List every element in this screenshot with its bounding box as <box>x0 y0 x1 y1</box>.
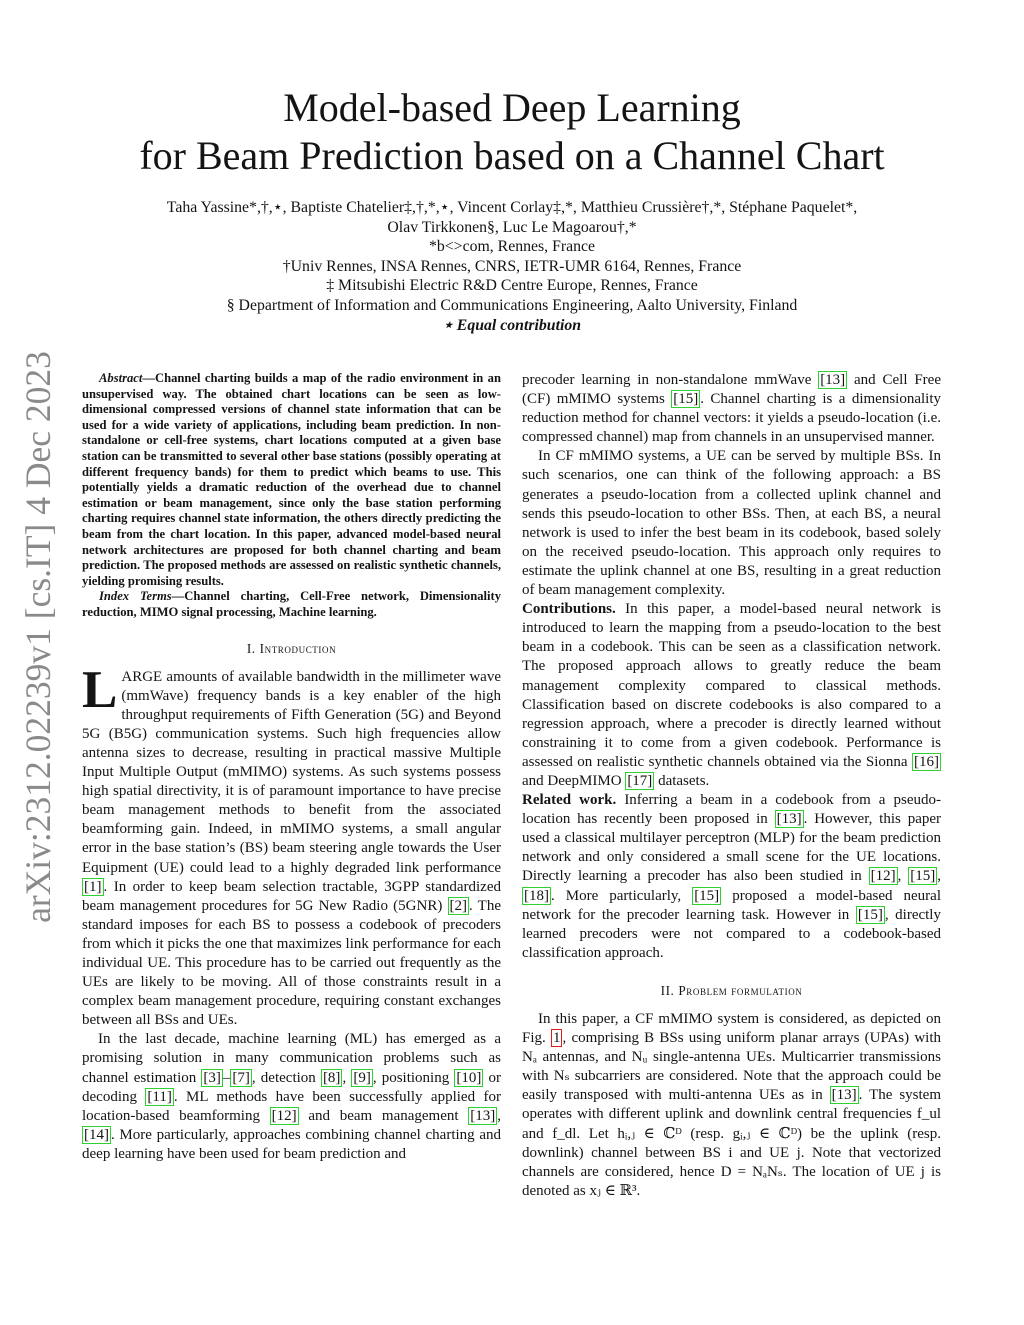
drop-cap: L <box>82 660 118 719</box>
citation-link[interactable]: [15] <box>910 868 936 885</box>
affiliation-mitsubishi: ‡ Mitsubishi Electric R&D Centre Europe, Rennes, France <box>326 277 698 295</box>
right-column <box>522 371 941 1201</box>
abstract <box>82 371 501 589</box>
intro-paragraph-1: LARGE amounts of available bandwidth in the millimeter wave (mmWave) frequency bands is a key enabler of the high throughput requirements of Fifth Generation (5G) and Beyond 5G (B5G) communication systems. Such high frequencies allow antenna sizes to decrease, resulting in practical massive Multiple Input Multiple Output (mMIMO) systems. As such systems possess high spatial directivity, it is of paramount importance to have precise beam management methods to benefit from the associated beamforming gain. Indeed, in mMIMO systems, a small angular error in the base station’s (BS) beam steering angle towards the User Equipment (UE) could lead to a highly degraded link performance [1] . In order to keep beam selection tractable, 3GPP standardized beam management procedures for 5G New Radio (5GNR) [2] . The standard imposes for each BS to possess a codebook of precoders from which it picks the one that maximizes link performance for each individual UE. This procedure has to be carried out frequently as the UEs are likely to be moving. All of those constraints result in a complex beam management procedure, requiring constant exchanges between all BSs and UEs. <box>82 660 501 1029</box>
citation-link[interactable]: [1] <box>84 878 102 895</box>
arxiv-stamp: arXiv:2312.02239v1 [cs.IT] 4 Dec 2023 <box>18 351 58 923</box>
citation-link[interactable]: [11] <box>147 1088 172 1105</box>
citation-link[interactable]: [15] <box>694 887 720 904</box>
citation-link[interactable]: [9] <box>353 1069 371 1086</box>
index-terms-label: Index Terms <box>99 589 172 604</box>
abstract-text: —Channel charting builds a map of the radio environment in an unsupervised way. The obtained chart locations can be seen as low-dimensional compressed versions of channel state information that can be used for a wide variety of applications, including beam prediction. In non-standalone or cell-free systems, chart locations computed at a given base station can be transmitted to several other base stations (possibly operating at different frequency bands) for them to predict which beams to use. This potentially yields a dramatic reduction of the overhead due to channel estimation or beam management, since only the base station performing charting requires channel state information, the others directly predicting the beam from the chart location. In this paper, advanced model-based neural network architectures are proposed for both channel charting and beam prediction. The proposed methods are assessed on realistic synthetic channels, yielding promising results. <box>82 371 501 588</box>
index-terms <box>82 589 501 620</box>
citation-link[interactable]: [3] <box>203 1069 221 1086</box>
related-work-label: Related work. <box>522 792 617 809</box>
citation-link[interactable]: [15] <box>857 906 883 923</box>
index-terms-text: —Channel charting, Cell-Free network, Dimensionality reduction, MIMO signal processing, Machine learning. <box>82 589 501 619</box>
affiliation-insa: †Univ Rennes, INSA Rennes, CNRS, IETR-UMR 6164, Rennes, France <box>282 257 742 275</box>
citation-link[interactable]: [2] <box>449 897 467 914</box>
citation-link[interactable]: [7] <box>232 1069 250 1086</box>
left-column <box>82 371 501 1164</box>
right-paragraph-1: precoder learning in non-standalone mmWave [13] and Cell Free (CF) mMIMO systems [15] . Channel charting is a dimensionality reduction method for channel vectors: it yields a pseudo-location (i.e. compressed channel) map from channels in an unsupervised manner. <box>522 372 941 446</box>
citation-link[interactable]: [8] <box>322 1069 341 1086</box>
citation-link[interactable]: [12] <box>271 1107 297 1124</box>
citation-link[interactable]: [15] <box>673 391 699 408</box>
section-heading-introduction: I. Introduction <box>246 640 337 656</box>
contributions-label: Contributions. <box>522 601 616 618</box>
problem-formulation-paragraph: In this paper, a CF mMIMO system is considered, as depicted on Fig. 1 , comprising B BSs using uniform planar arrays (UPAs) with Nₐ antennas, and Nᵤ single-antenna UEs. Multicarrier transmissions with Nₛ subcarriers are considered. Note that the approach could be easily transposed with multi-antenna UEs as in [13] . The system operates with different uplink and downlink central frequencies f_ul and f_dl. Let hᵢ,ⱼ ∈ ℂᴰ (resp. gᵢ,ⱼ ∈ ℂᴰ) be the uplink (resp. downlink) channel between BS i and UE j. Note that vectorized channels are considered, hence D = NₐNₛ. The location of UE j is denoted as xⱼ ∈ ℝ³. <box>522 1011 942 1199</box>
related-work-paragraph: Related work. Inferring a beam in a codebook from a pseudo-location has recently been proposed in [13] . However, this paper used a classical multilayer perceptron (MLP) for the beam prediction network and only considered a small scene for the UE locations. Directly learning a precoder has also been studied in [12] , [15] , [18] . More particularly, [15] proposed a model-based neural network for the precoder learning task. However in [15] , directly learned precoders were not compared to a codebook-based classification approach. <box>522 792 942 961</box>
affiliation-aalto: § Department of Information and Communications Engineering, Aalto University, Finland <box>226 296 798 314</box>
title-line-1: Model-based Deep Learning <box>283 85 741 130</box>
abstract-label: Abstract <box>99 371 143 385</box>
authors-line-2: Olav Tirkkonen§, Luc Le Magoarou†,* <box>387 218 637 236</box>
citation-link[interactable]: [12] <box>870 868 896 885</box>
equal-contribution-note: ⋆ Equal contribution <box>442 316 582 334</box>
contributions-paragraph: Contributions. In this paper, a model-based neural network is introduced to learn the mapping from a pseudo-location to the best beam in a codebook. This can be seen as a classification network. The proposed approach allows to greatly reduce the beam management complexity compared to classical methods. Classification based on discrete codebooks is also compared to a regression approach, where a precoder is directly learned without constraining it to come from a given codebook. Performance is assessed on realistic synthetic channels obtained via the Sionna [16] and DeepMIMO [17] datasets. <box>522 601 941 789</box>
affiliation-bcom: *b<>com, Rennes, France <box>428 238 596 256</box>
section-heading-problem-formulation: II. Problem formulation <box>660 982 803 998</box>
authors-line-1: Taha Yassine*,†,⋆, Baptiste Chatelier‡,†,*,⋆, Vincent Corlay‡,*, Matthieu Crussière†,*, Stéphane Paquelet*, <box>166 199 858 216</box>
right-paragraph-2: In CF mMIMO systems, a UE can be served by multiple BSs. In such scenarios, one can think of the following approach: a BS generates a pseudo-location from a collected uplink channel and sends this pseudo-location to other BSs. Then, at each BS, a neural network is used to infer the best beam in its codebook, based solely on the received pseudo-location. This approach only requires to estimate the uplink channel at one BS, resulting in a great reduction of beam management complexity. <box>522 448 941 599</box>
citation-link[interactable]: [13] <box>831 1087 857 1104</box>
intro-paragraph-2: In the last decade, machine learning (ML) has emerged as a promising solution in many communication problems such as channel estimation [3] – [7] , detection [8] , [9] , positioning [10] or decoding [11] . ML methods have been successfully applied for location-based beamforming [12] and beam management [13] , [14] . More particularly, approaches combining channel charting and deep learning have been used for beam prediction and <box>82 1031 502 1162</box>
citation-link[interactable]: [16] <box>914 753 939 770</box>
citation-link[interactable]: [17] <box>627 772 653 789</box>
citation-link[interactable]: [10] <box>456 1069 482 1086</box>
citation-link[interactable]: [13] <box>820 372 846 388</box>
authors-block <box>0 198 1024 335</box>
citation-link[interactable]: [13] <box>776 811 802 828</box>
title-line-2: for Beam Prediction based on a Channel Chart <box>139 133 885 178</box>
citation-link[interactable]: [14] <box>84 1126 109 1143</box>
paper-title <box>0 84 1024 180</box>
citation-link[interactable]: [13] <box>470 1107 496 1124</box>
citation-link[interactable]: [18] <box>524 887 549 904</box>
figure-link[interactable]: 1 <box>552 1030 561 1047</box>
